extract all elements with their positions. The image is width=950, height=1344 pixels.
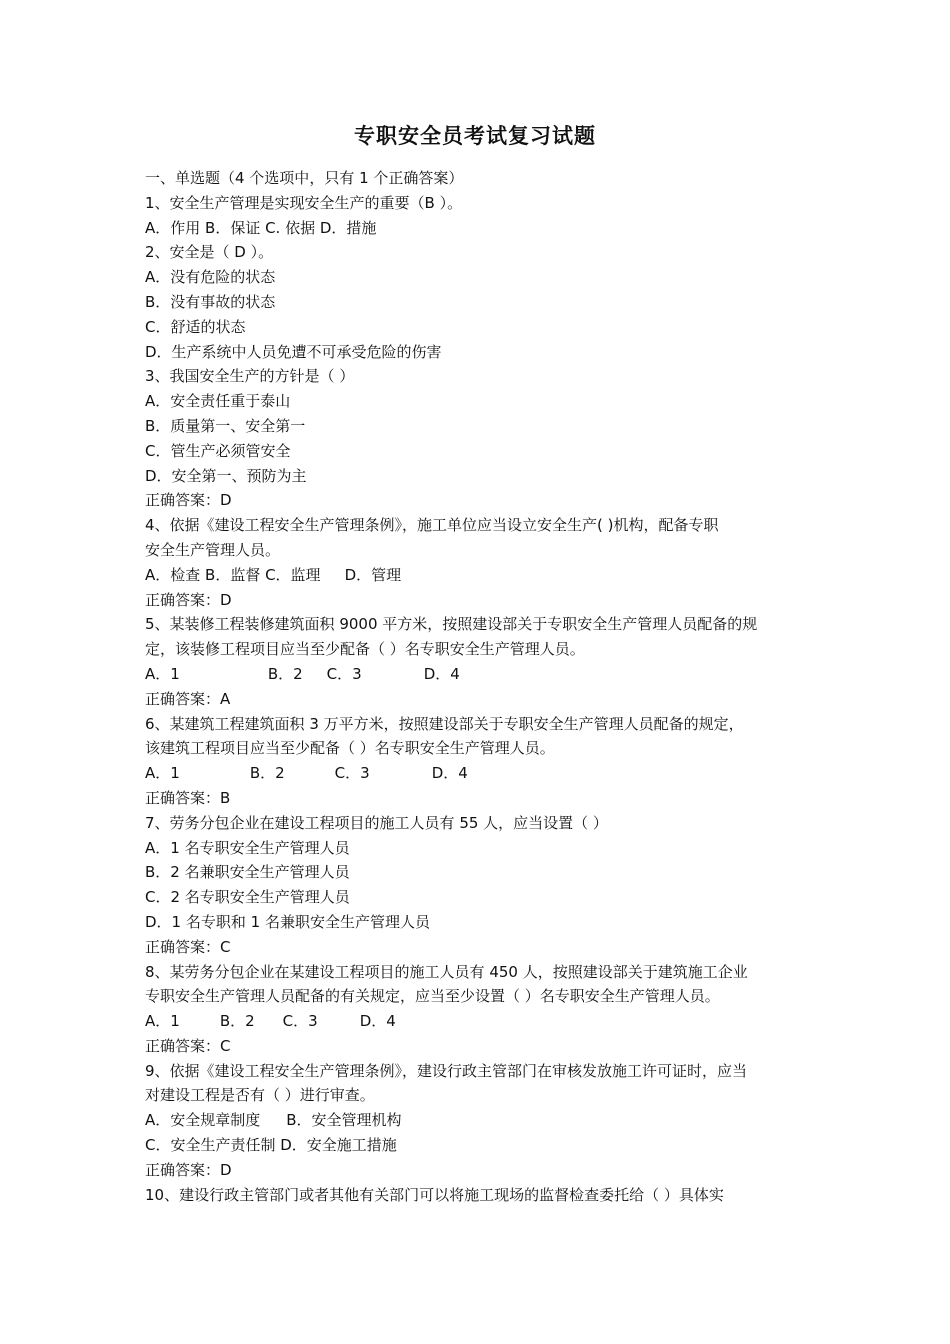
question-6-stem-line-1: 6、某建筑工程建筑面积 3 万平方米，按照建设部关于专职安全生产管理人员配备的规定， xyxy=(145,714,744,733)
question-9-answer: 正确答案：D xyxy=(145,1160,232,1179)
question-6-option-c: C．3 xyxy=(334,764,370,783)
question-6-options xyxy=(145,761,810,786)
document-title: 专职安全员考试复习试题 xyxy=(354,124,596,148)
question-2-stem: 2、安全是（ D ）。 xyxy=(145,243,274,262)
question-7-option-b: B．2 名兼职安全生产管理人员 xyxy=(145,863,350,882)
question-3-option-a: A．安全责任重于泰山 xyxy=(145,392,291,411)
question-6-option-d: D．4 xyxy=(431,764,468,783)
question-8-option-c: C．3 xyxy=(282,1012,318,1031)
question-6-answer: 正确答案：B xyxy=(145,788,231,807)
question-3-stem: 3、我国安全生产的方针是（ ） xyxy=(145,367,355,386)
question-5-stem-line-1: 5、某装修工程装修建筑面积 9000 平方米，按照建设部关于专职安全生产管理人员配备的规 xyxy=(145,615,758,634)
question-8-option-b: B．2 xyxy=(219,1012,255,1031)
question-5-answer: 正确答案：A xyxy=(145,689,231,708)
question-8-stem-line-2: 专职安全生产管理人员配备的有关规定，应当至少设置（ ）名专职安全生产管理人员。 xyxy=(145,987,720,1006)
question-3-option-c: C．管生产必须管安全 xyxy=(145,441,291,460)
question-7-option-d: D．1 名专职和 1 名兼职安全生产管理人员 xyxy=(145,912,430,931)
question-5-stem-line-2: 定，该装修工程项目应当至少配备（ ）名专职安全生产管理人员。 xyxy=(145,640,585,659)
question-5-option-a: A．1 xyxy=(145,664,180,683)
question-4-answer: 正确答案：D xyxy=(145,590,232,609)
question-8-options xyxy=(145,1009,810,1034)
question-8-option-d: D．4 xyxy=(359,1012,396,1031)
question-9-options-row-1 xyxy=(145,1108,810,1133)
question-4-option-abc: A．检查 B．监督 C．监理 xyxy=(145,565,321,584)
question-1-options: A．作用 B．保证 C. 依据 D．措施 xyxy=(145,218,377,237)
section-heading: 一、单选题（4 个选项中，只有 1 个正确答案） xyxy=(145,169,464,187)
question-3-option-b: B．质量第一、安全第一 xyxy=(145,416,306,435)
question-6-option-b: B．2 xyxy=(249,764,285,783)
question-5-option-b: B．2 xyxy=(267,664,303,683)
question-9-option-b: B．安全管理机构 xyxy=(286,1111,402,1130)
question-8-answer: 正确答案：C xyxy=(145,1036,231,1055)
question-8-stem-line-1: 8、某劳务分包企业在某建设工程项目的施工人员有 450 人，按照建设部关于建筑施工企业 xyxy=(145,962,748,981)
question-2-option-d: D．生产系统中人员免遭不可承受危险的伤害 xyxy=(145,342,442,361)
document-body xyxy=(145,166,810,1207)
question-5-options xyxy=(145,662,810,687)
question-6-stem-line-2: 该建筑工程项目应当至少配备（ ）名专职安全生产管理人员。 xyxy=(145,739,555,758)
question-4-stem-line-1: 4、依据《建设工程安全生产管理条例》，施工单位应当设立安全生产( )机构，配备专职 xyxy=(145,516,719,535)
question-1-stem: 1、安全生产管理是实现安全生产的重要（B ）。 xyxy=(145,193,463,212)
question-4-option-d: D．管理 xyxy=(344,565,402,584)
question-6-option-a: A．1 xyxy=(145,764,180,783)
question-3-answer: 正确答案：D xyxy=(145,491,232,510)
question-10-stem: 10、建设行政主管部门或者其他有关部门可以将施工现场的监督检查委托给（ ）具体实 xyxy=(145,1185,724,1204)
question-7-answer: 正确答案：C xyxy=(145,937,231,956)
question-2-option-c: C．舒适的状态 xyxy=(145,317,246,336)
question-9-option-a: A．安全规章制度 xyxy=(145,1111,261,1130)
question-4-options xyxy=(145,563,810,588)
question-7-stem: 7、劳务分包企业在建设工程项目的施工人员有 55 人，应当设置（ ） xyxy=(145,813,608,832)
question-9-stem-line-2: 对建设工程是否有（ ）进行审查。 xyxy=(145,1086,375,1105)
question-9-stem-line-1: 9、依据《建设工程安全生产管理条例》，建设行政主管部门在审核发放施工许可证时，应当 xyxy=(145,1061,748,1080)
question-7-option-a: A．1 名专职安全生产管理人员 xyxy=(145,838,350,857)
question-8-option-a: A．1 xyxy=(145,1012,180,1031)
question-7-option-c: C．2 名专职安全生产管理人员 xyxy=(145,888,350,907)
question-2-option-b: B．没有事故的状态 xyxy=(145,292,276,311)
question-5-option-c: C．3 xyxy=(326,664,362,683)
question-9-options-row-2: C．安全生产责任制 D．安全施工措施 xyxy=(145,1136,397,1155)
question-2-option-a: A．没有危险的状态 xyxy=(145,268,276,287)
question-3-option-d: D．安全第一、预防为主 xyxy=(145,466,307,485)
question-4-stem-line-2: 安全生产管理人员。 xyxy=(145,540,281,559)
question-5-option-d: D．4 xyxy=(423,664,460,683)
